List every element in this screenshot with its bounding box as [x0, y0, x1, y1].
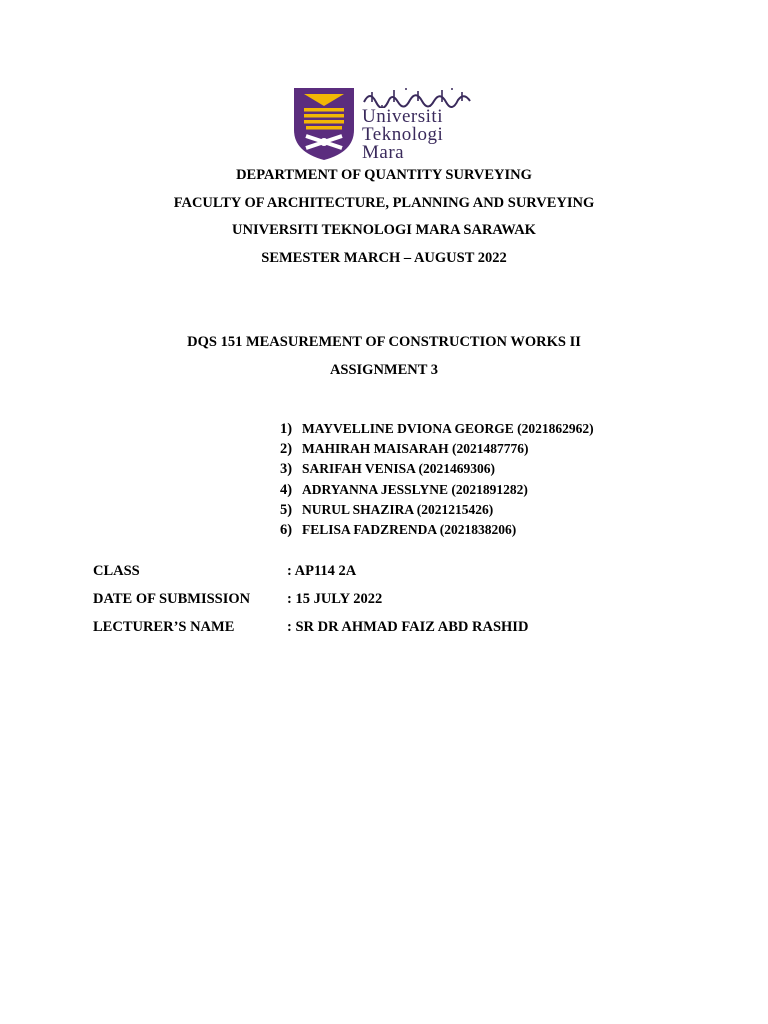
- logo-word-universiti: Universiti: [362, 106, 443, 127]
- assignment-title: ASSIGNMENT 3: [329, 362, 439, 378]
- member-name: MAYVELLINE DVIONA GEORGE (2021862962): [302, 421, 594, 436]
- list-item: [280, 459, 594, 479]
- member-number: 5): [280, 501, 293, 518]
- class-value: : AP114 2A: [287, 563, 357, 579]
- member-name: FELISA FADZRENDA (2021838206): [302, 522, 517, 538]
- list-item: [280, 500, 594, 520]
- member-number: 1): [280, 421, 293, 437]
- faculty-line: FACULTY OF ARCHITECTURE, PLANNING AND SURVEYING: [173, 195, 595, 211]
- course-title: DQS 151 MEASUREMENT OF CONSTRUCTION WORKS II: [187, 334, 581, 350]
- department-line: DEPARTMENT OF QUANTITY SURVEYING: [236, 167, 532, 183]
- jawi-script-icon: [362, 86, 472, 108]
- submission-date-row: [93, 590, 693, 608]
- logo-word-mara: Mara: [362, 142, 405, 163]
- uitm-crest-icon: [292, 86, 356, 162]
- lecturer-label: LECTURER’S NAME: [93, 619, 235, 635]
- member-number: 2): [280, 441, 293, 458]
- class-label: CLASS: [93, 563, 140, 579]
- lecturer-value: : SR DR AHMAD FAIZ ABD RASHID: [287, 619, 529, 635]
- list-item: [280, 439, 594, 459]
- member-name: NURUL SHAZIRA (2021215426): [302, 501, 494, 517]
- university-line: UNIVERSITI TEKNOLOGI MARA SARAWAK: [232, 222, 536, 238]
- list-item: [280, 419, 594, 439]
- class-row: [93, 562, 693, 580]
- university-logo: [292, 86, 482, 162]
- member-number: 4): [280, 481, 293, 498]
- lecturer-row: [93, 618, 693, 636]
- submission-date-label: DATE OF SUBMISSION: [93, 591, 251, 607]
- member-name: ADRYANNA JESSLYNE (2021891282): [302, 481, 528, 497]
- group-members-list: [280, 419, 594, 540]
- semester-line: SEMESTER MARCH – AUGUST 2022: [261, 250, 507, 266]
- submission-date-value: : 15 JULY 2022: [287, 591, 383, 607]
- member-number: 3): [280, 461, 293, 478]
- member-number: 6): [280, 522, 293, 539]
- member-name: SARIFAH VENISA (2021469306): [302, 461, 496, 477]
- list-item: [280, 480, 594, 500]
- list-item: [280, 520, 594, 540]
- member-name: MAHIRAH MAISARAH (2021487776): [302, 441, 529, 457]
- logo-word-teknologi: Teknologi: [362, 124, 444, 145]
